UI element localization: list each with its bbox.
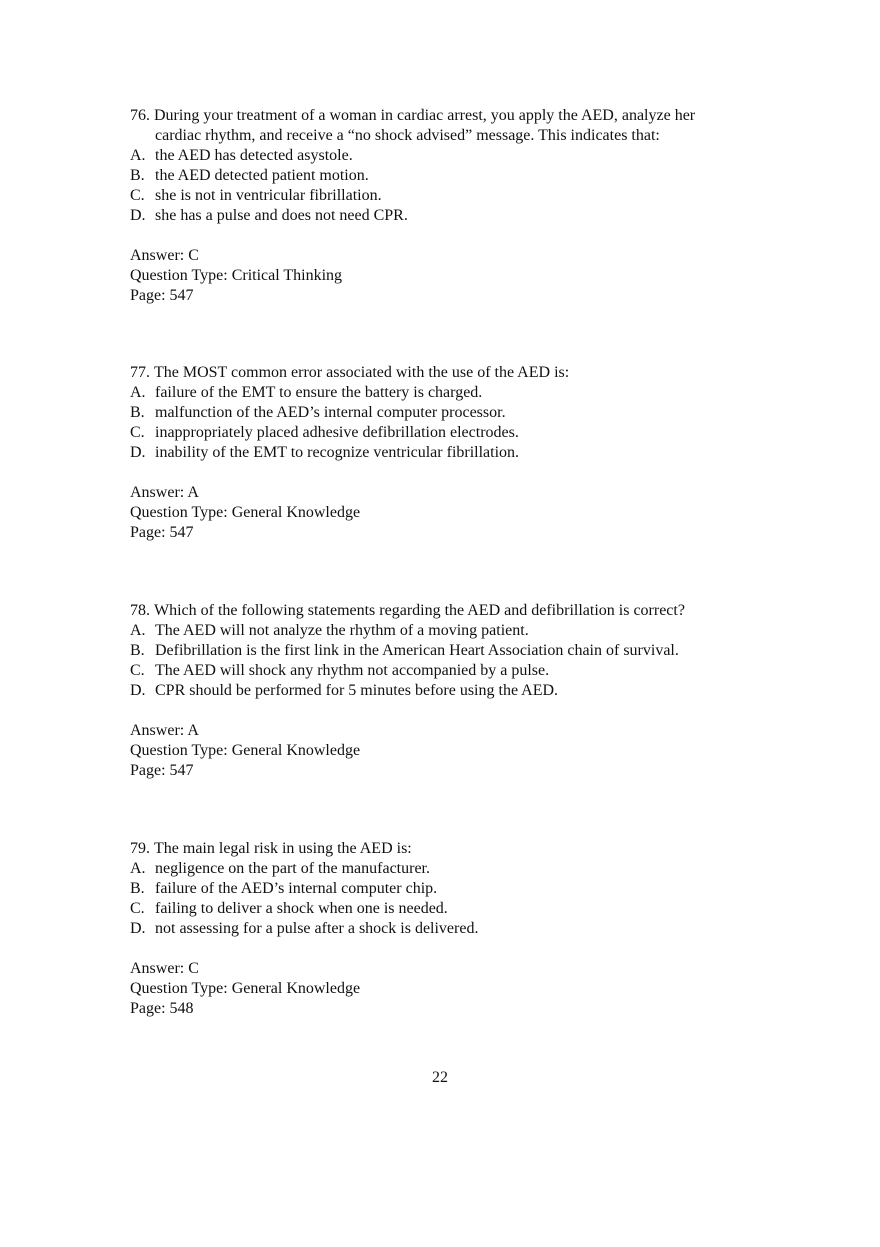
option-c	[130, 423, 770, 443]
option-b	[130, 879, 770, 899]
option-d	[130, 681, 770, 701]
option-text: failure of the AED’s internal computer chip.	[155, 880, 438, 897]
answer-line: Answer: A	[130, 722, 199, 739]
question-text: During your treatment of a woman in cardiac arrest, you apply the AED, analyze her	[154, 107, 696, 124]
option-letter: A.	[130, 384, 146, 401]
question-number: 79.	[130, 840, 150, 857]
question-78	[130, 601, 770, 781]
option-text: inability of the EMT to recognize ventricular fibrillation.	[155, 444, 520, 461]
option-text: the AED detected patient motion.	[155, 167, 369, 184]
answer-block	[130, 959, 770, 1019]
option-letter: B.	[130, 880, 145, 897]
option-text: failure of the EMT to ensure the battery is charged.	[155, 384, 483, 401]
option-text: the AED has detected asystole.	[155, 147, 353, 164]
question-text: The MOST common error associated with the use of the AED is:	[154, 364, 570, 381]
page-reference-line: Page: 547	[130, 287, 194, 304]
option-b	[130, 166, 770, 186]
question-type-line: Question Type: Critical Thinking	[130, 267, 343, 284]
option-letter: B.	[130, 167, 145, 184]
option-letter: C.	[130, 424, 145, 441]
option-letter: A.	[130, 860, 146, 877]
option-text: negligence on the part of the manufacturer.	[155, 860, 430, 877]
option-text: inappropriately placed adhesive defibrillation electrodes.	[155, 424, 519, 441]
option-d	[130, 443, 770, 463]
question-stem	[130, 601, 770, 621]
option-letter: A.	[130, 147, 146, 164]
option-letter: C.	[130, 187, 145, 204]
option-text: malfunction of the AED’s internal computer processor.	[155, 404, 506, 421]
page-reference-line: Page: 548	[130, 1000, 194, 1017]
question-text: The main legal risk in using the AED is:	[154, 840, 412, 857]
option-letter: B.	[130, 642, 145, 659]
question-76	[130, 106, 770, 306]
question-number: 78.	[130, 602, 150, 619]
option-c	[130, 899, 770, 919]
answer-block	[130, 246, 770, 306]
option-b	[130, 641, 770, 661]
option-letter: D.	[130, 444, 146, 461]
question-77	[130, 363, 770, 543]
option-b	[130, 403, 770, 423]
question-stem	[130, 363, 770, 383]
question-text-continued: cardiac rhythm, and receive a “no shock advised” message. This indicates that:	[155, 127, 660, 144]
option-text: CPR should be performed for 5 minutes before using the AED.	[155, 682, 559, 699]
option-text: failing to deliver a shock when one is needed.	[155, 900, 448, 917]
answer-line: Answer: C	[130, 960, 199, 977]
option-letter: C.	[130, 662, 145, 679]
option-text: not assessing for a pulse after a shock is delivered.	[155, 920, 479, 937]
option-text: she has a pulse and does not need CPR.	[155, 207, 408, 224]
question-number: 76.	[130, 107, 150, 124]
option-text: The AED will not analyze the rhythm of a moving patient.	[155, 622, 529, 639]
question-text: Which of the following statements regarding the AED and defibrillation is correct?	[154, 602, 685, 619]
answer-block	[130, 721, 770, 781]
question-number: 77.	[130, 364, 150, 381]
option-d	[130, 206, 770, 226]
option-a	[130, 146, 770, 166]
option-d	[130, 919, 770, 939]
question-type-line: Question Type: General Knowledge	[130, 980, 361, 997]
page-number: 22	[432, 1069, 448, 1086]
option-letter: A.	[130, 622, 146, 639]
question-type-line: Question Type: General Knowledge	[130, 504, 361, 521]
question-stem	[130, 839, 770, 859]
question-79	[130, 839, 770, 1019]
page-reference-line: Page: 547	[130, 762, 194, 779]
option-text: she is not in ventricular fibrillation.	[155, 187, 382, 204]
option-letter: B.	[130, 404, 145, 421]
option-c	[130, 186, 770, 206]
option-a	[130, 621, 770, 641]
answer-line: Answer: C	[130, 247, 199, 264]
option-letter: D.	[130, 920, 146, 937]
answer-block	[130, 483, 770, 543]
question-stem	[130, 106, 770, 126]
option-text: The AED will shock any rhythm not accompanied by a pulse.	[155, 662, 550, 679]
question-type-line: Question Type: General Knowledge	[130, 742, 361, 759]
option-letter: D.	[130, 207, 146, 224]
option-a	[130, 859, 770, 879]
page-reference-line: Page: 547	[130, 524, 194, 541]
option-letter: C.	[130, 900, 145, 917]
option-c	[130, 661, 770, 681]
option-text: Defibrillation is the first link in the American Heart Association chain of survival.	[155, 642, 679, 659]
option-a	[130, 383, 770, 403]
answer-line: Answer: A	[130, 484, 199, 501]
option-letter: D.	[130, 682, 146, 699]
